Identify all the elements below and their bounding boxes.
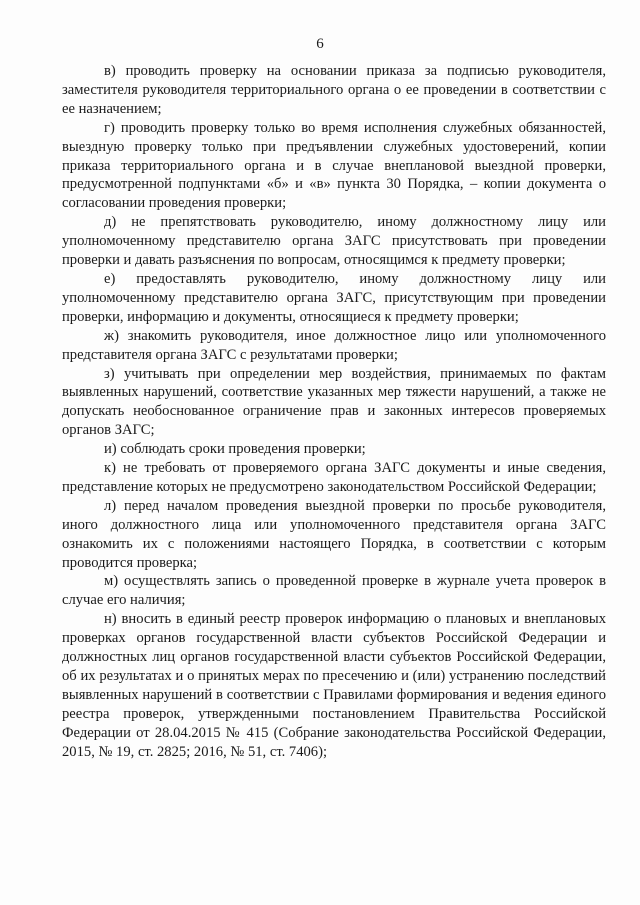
paragraph-z: з) учитывать при определении мер воздействия, принимаемых по фактам выявленных нарушений, соответствие указанных мер тяжести нарушений, а также не допускать необоснованное ограничение прав и законных интересов проверяемых органов ЗАГС; <box>62 365 606 439</box>
document-body <box>62 62 606 762</box>
paragraph-k: к) не требовать от проверяемого органа ЗАГС документы и иные сведения, представление которых не предусмотрено законодательством Российской Федерации; <box>62 460 606 495</box>
page-number: 6 <box>316 36 324 52</box>
paragraph-n: н) вносить в единый реестр проверок информацию о плановых и внеплановых проверках органов государственной власти субъектов Российской Федерации и должностных лиц органов государственной власти субъектов Российской Федерации, об их результатах и о принятых мерах по пресечению и (или) устранению последствий выявленных нарушений в соответствии с Правилами формирования и ведения единого реестра проверок, утвержденными постановлением Правительства Российской Федерации от 28.04.2015 № 415 (Собрание законодательства Российской Федерации, 2015, № 19, ст. 2825; 2016, № 51, ст. 7406); <box>62 611 606 760</box>
paragraph-i: и) соблюдать сроки проведения проверки; <box>104 441 366 458</box>
paragraph-g: г) проводить проверку только во время исполнения служебных обязанностей, выездную проверку только при предъявлении служебных удостоверений, копии приказа территориального органа и в случае внеплановой выездной проверки, предусмотренной подпунктами «б» и «в» пункта 30 Порядка, – копии документа о согласовании проведения проверки; <box>62 119 606 212</box>
paragraph-v: в) проводить проверку на основании приказа за подписью руководителя, заместителя руководителя территориального органа о ее проведении в соответствии с ее назначением; <box>62 63 606 117</box>
paragraph-m: м) осуществлять запись о проведенной проверке в журнале учета проверок в случае его наличия; <box>62 573 606 609</box>
paragraph-e: е) предоставлять руководителю, иному должностному лицу или уполномоченному представителю органа ЗАГС, присутствующим при проведении проверки, информацию и документы, относящиеся к предмету проверки; <box>62 270 606 325</box>
paragraph-d: д) не препятствовать руководителю, иному должностному лицу или уполномоченному представителю органа ЗАГС присутствовать при проведении проверки и давать разъяснения по вопросам, относящимся к предмету проверки; <box>62 214 606 269</box>
paragraph-zh: ж) знакомить руководителя, иное должностное лицо или уполномоченного представителя органа ЗАГС с результатами проверки; <box>62 327 606 363</box>
paragraph-l: л) перед началом проведения выездной проверки по просьбе руководителя, иного должностного лица или уполномоченного представителя органа ЗАГС ознакомить их с положениями настоящего Порядка, в соответствии с которым проводится проверка; <box>62 497 606 571</box>
